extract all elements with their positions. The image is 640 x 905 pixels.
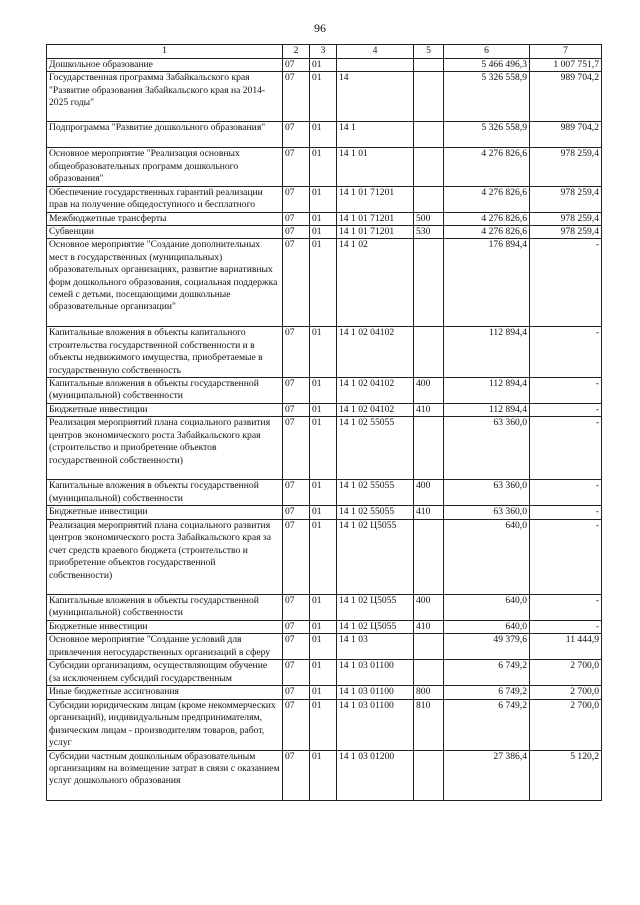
row-subsection-cell: 01 — [310, 239, 337, 327]
row-name-cell: Бюджетные инвестиции — [47, 506, 283, 519]
row-amount-federal-cell: 989 704,2 — [530, 122, 602, 148]
row-target-article-cell: 14 1 02 — [337, 239, 414, 327]
row-amount-total-cell: 640,0 — [444, 519, 530, 594]
row-target-article-cell: 14 1 03 01100 — [337, 660, 414, 686]
row-target-article-cell: 14 — [337, 72, 414, 122]
row-name-cell: Основное мероприятие "Реализация основных общеобразовательных программ дошкольного образования" — [47, 148, 283, 186]
row-amount-federal-cell: - — [530, 404, 602, 417]
table-row — [47, 620, 602, 633]
row-expense-type-cell: 410 — [414, 506, 444, 519]
col-header-amount-federal: 7 — [530, 45, 602, 59]
row-amount-total-cell: 4 276 826,6 — [444, 226, 530, 239]
row-name-cell: Субсидии частным дошкольным образовательным организациям на возмещение затрат в связи с оказанием услуг дошкольного образования — [47, 750, 283, 800]
row-subsection-cell: 01 — [310, 519, 337, 594]
row-section-cell: 07 — [283, 506, 310, 519]
row-expense-type-cell — [414, 660, 444, 686]
row-section-cell: 07 — [283, 186, 310, 212]
row-amount-total-cell: 6 749,2 — [444, 685, 530, 699]
row-amount-federal-cell: - — [530, 594, 602, 620]
row-amount-federal-cell: - — [530, 417, 602, 480]
row-target-article-cell: 14 1 02 04102 — [337, 327, 414, 378]
row-expense-type-cell — [414, 59, 444, 72]
row-section-cell: 07 — [283, 685, 310, 699]
row-section-cell: 07 — [283, 404, 310, 417]
row-target-article-cell: 14 1 02 04102 — [337, 404, 414, 417]
row-section-cell: 07 — [283, 212, 310, 225]
row-expense-type-cell: 800 — [414, 685, 444, 699]
row-name-cell: Межбюджетные трансферты — [47, 212, 283, 225]
header-row — [47, 45, 602, 59]
row-amount-total-cell: 640,0 — [444, 620, 530, 633]
row-name-cell: Основное мероприятие "Создание дополнительных мест в государственных (муниципальных) образовательных организациях, развитие вариативных форм дошкольного образования, социальная поддержка семей с детьми, посещающими дошкольные образовательные организации" — [47, 239, 283, 327]
row-target-article-cell: 14 1 01 71201 — [337, 212, 414, 225]
row-section-cell: 07 — [283, 148, 310, 186]
table-row — [47, 72, 602, 122]
row-name-cell: Реализация мероприятий плана социального развития центров экономического роста Забайкальского края за счет средств краевого бюджета (строительство и приобретение объектов государственной собственности) — [47, 519, 283, 594]
row-amount-total-cell: 6 749,2 — [444, 660, 530, 686]
row-section-cell: 07 — [283, 378, 310, 404]
row-target-article-cell: 14 1 03 01200 — [337, 750, 414, 800]
row-section-cell: 07 — [283, 594, 310, 620]
table-row — [47, 59, 602, 72]
row-amount-total-cell: 4 276 826,6 — [444, 148, 530, 186]
row-subsection-cell: 01 — [310, 226, 337, 239]
row-amount-federal-cell: 989 704,2 — [530, 72, 602, 122]
row-expense-type-cell — [414, 186, 444, 212]
table-row — [47, 660, 602, 686]
col-header-expense-type: 5 — [414, 45, 444, 59]
row-expense-type-cell — [414, 72, 444, 122]
row-amount-total-cell: 63 360,0 — [444, 417, 530, 480]
col-header-subsection: 3 — [310, 45, 337, 59]
row-amount-total-cell: 63 360,0 — [444, 506, 530, 519]
row-expense-type-cell — [414, 148, 444, 186]
row-amount-federal-cell: 1 007 751,7 — [530, 59, 602, 72]
row-expense-type-cell — [414, 519, 444, 594]
row-amount-federal-cell: 978 259,4 — [530, 226, 602, 239]
table-row — [47, 327, 602, 378]
row-subsection-cell: 01 — [310, 685, 337, 699]
row-name-cell: Иные бюджетные ассигнования — [47, 685, 283, 699]
row-amount-federal-cell: 978 259,4 — [530, 212, 602, 225]
table-row — [47, 750, 602, 800]
row-amount-total-cell: 49 379,6 — [444, 634, 530, 660]
row-amount-federal-cell: - — [530, 327, 602, 378]
row-name-cell: Капитальные вложения в объекты капитального строительства государственной собственности и в объекты недвижимого имущества, приобретаемые в государственную собственность — [47, 327, 283, 378]
budget-table — [46, 44, 602, 801]
row-amount-federal-cell: 2 700,0 — [530, 685, 602, 699]
row-expense-type-cell — [414, 417, 444, 480]
row-target-article-cell: 14 1 03 01100 — [337, 699, 414, 750]
table-row — [47, 480, 602, 506]
row-section-cell: 07 — [283, 634, 310, 660]
row-subsection-cell: 01 — [310, 186, 337, 212]
row-amount-total-cell: 4 276 826,6 — [444, 186, 530, 212]
row-amount-total-cell: 5 326 558,9 — [444, 72, 530, 122]
table-row — [47, 212, 602, 225]
table-row — [47, 186, 602, 212]
row-name-cell: Капитальные вложения в объекты государственной (муниципальной) собственности — [47, 480, 283, 506]
row-name-cell: Основное мероприятие "Создание условий для привлечения негосударственных организаций в сферу — [47, 634, 283, 660]
row-name-cell: Капитальные вложения в объекты государственной (муниципальной) собственности — [47, 378, 283, 404]
row-expense-type-cell: 400 — [414, 594, 444, 620]
row-expense-type-cell — [414, 239, 444, 327]
row-name-cell: Субсидии организациям, осуществляющим обучение (за исключением субсидий государственным — [47, 660, 283, 686]
row-target-article-cell: 14 1 03 01100 — [337, 685, 414, 699]
row-name-cell: Субвенции — [47, 226, 283, 239]
table-row — [47, 506, 602, 519]
row-amount-federal-cell: 2 700,0 — [530, 660, 602, 686]
row-target-article-cell — [337, 59, 414, 72]
row-target-article-cell: 14 1 01 — [337, 148, 414, 186]
row-amount-federal-cell: 978 259,4 — [530, 148, 602, 186]
row-target-article-cell: 14 1 02 55055 — [337, 417, 414, 480]
row-subsection-cell: 01 — [310, 480, 337, 506]
row-subsection-cell: 01 — [310, 378, 337, 404]
row-target-article-cell: 14 1 02 55055 — [337, 506, 414, 519]
row-target-article-cell: 14 1 02 Ц5055 — [337, 519, 414, 594]
row-section-cell: 07 — [283, 239, 310, 327]
table-row — [47, 519, 602, 594]
row-amount-total-cell: 112 894,4 — [444, 378, 530, 404]
row-amount-total-cell: 5 466 496,3 — [444, 59, 530, 72]
row-amount-federal-cell: - — [530, 480, 602, 506]
row-section-cell: 07 — [283, 59, 310, 72]
row-name-cell: Бюджетные инвестиции — [47, 620, 283, 633]
row-section-cell: 07 — [283, 226, 310, 239]
row-expense-type-cell: 400 — [414, 378, 444, 404]
row-amount-federal-cell: - — [530, 519, 602, 594]
row-expense-type-cell — [414, 122, 444, 148]
col-header-name: 1 — [47, 45, 283, 59]
row-name-cell: Дошкольное образование — [47, 59, 283, 72]
table-row — [47, 148, 602, 186]
col-header-section: 2 — [283, 45, 310, 59]
row-section-cell: 07 — [283, 699, 310, 750]
row-amount-federal-cell: 5 120,2 — [530, 750, 602, 800]
row-amount-federal-cell: - — [530, 506, 602, 519]
table-row — [47, 226, 602, 239]
row-section-cell: 07 — [283, 122, 310, 148]
row-amount-total-cell: 640,0 — [444, 594, 530, 620]
row-amount-total-cell: 6 749,2 — [444, 699, 530, 750]
row-subsection-cell: 01 — [310, 122, 337, 148]
row-section-cell: 07 — [283, 750, 310, 800]
row-amount-federal-cell: - — [530, 620, 602, 633]
row-subsection-cell: 01 — [310, 699, 337, 750]
table-row — [47, 634, 602, 660]
table-row — [47, 239, 602, 327]
row-subsection-cell: 01 — [310, 327, 337, 378]
row-name-cell: Бюджетные инвестиции — [47, 404, 283, 417]
row-subsection-cell: 01 — [310, 212, 337, 225]
row-amount-federal-cell: - — [530, 239, 602, 327]
row-subsection-cell: 01 — [310, 620, 337, 633]
row-expense-type-cell: 500 — [414, 212, 444, 225]
row-subsection-cell: 01 — [310, 404, 337, 417]
row-amount-total-cell: 4 276 826,6 — [444, 212, 530, 225]
row-expense-type-cell — [414, 327, 444, 378]
row-name-cell: Подпрограмма "Развитие дошкольного образования" — [47, 122, 283, 148]
row-subsection-cell: 01 — [310, 59, 337, 72]
row-name-cell: Капитальные вложения в объекты государственной (муниципальной) собственности — [47, 594, 283, 620]
row-expense-type-cell: 410 — [414, 620, 444, 633]
table-row — [47, 417, 602, 480]
row-subsection-cell: 01 — [310, 506, 337, 519]
row-target-article-cell: 14 1 01 71201 — [337, 186, 414, 212]
row-expense-type-cell: 530 — [414, 226, 444, 239]
row-target-article-cell: 14 1 — [337, 122, 414, 148]
row-target-article-cell: 14 1 01 71201 — [337, 226, 414, 239]
row-section-cell: 07 — [283, 660, 310, 686]
row-section-cell: 07 — [283, 480, 310, 506]
table-row — [47, 122, 602, 148]
page-number: 96 — [314, 21, 326, 35]
row-expense-type-cell: 810 — [414, 699, 444, 750]
row-expense-type-cell: 400 — [414, 480, 444, 506]
row-amount-federal-cell: 11 444,9 — [530, 634, 602, 660]
row-target-article-cell: 14 1 02 Ц5055 — [337, 620, 414, 633]
row-subsection-cell: 01 — [310, 72, 337, 122]
row-section-cell: 07 — [283, 519, 310, 594]
row-section-cell: 07 — [283, 72, 310, 122]
row-name-cell: Реализация мероприятий плана социального развития центров экономического роста Забайкальского края (строительство и приобретение объектов государственной собственности) — [47, 417, 283, 480]
row-amount-federal-cell: - — [530, 378, 602, 404]
row-section-cell: 07 — [283, 327, 310, 378]
row-expense-type-cell — [414, 750, 444, 800]
row-target-article-cell: 14 1 03 — [337, 634, 414, 660]
row-amount-total-cell: 112 894,4 — [444, 327, 530, 378]
row-section-cell: 07 — [283, 620, 310, 633]
row-subsection-cell: 01 — [310, 634, 337, 660]
row-section-cell: 07 — [283, 417, 310, 480]
row-subsection-cell: 01 — [310, 148, 337, 186]
col-header-target-article: 4 — [337, 45, 414, 59]
row-amount-federal-cell: 2 700,0 — [530, 699, 602, 750]
row-amount-total-cell: 176 894,4 — [444, 239, 530, 327]
row-target-article-cell: 14 1 02 55055 — [337, 480, 414, 506]
row-amount-total-cell: 63 360,0 — [444, 480, 530, 506]
row-name-cell: Обеспечение государственных гарантий реализации прав на получение общедоступного и бесплатного — [47, 186, 283, 212]
row-subsection-cell: 01 — [310, 594, 337, 620]
table-row — [47, 685, 602, 699]
row-expense-type-cell: 410 — [414, 404, 444, 417]
table-row — [47, 594, 602, 620]
row-amount-total-cell: 5 326 558,9 — [444, 122, 530, 148]
row-subsection-cell: 01 — [310, 750, 337, 800]
row-amount-federal-cell: 978 259,4 — [530, 186, 602, 212]
row-subsection-cell: 01 — [310, 417, 337, 480]
table-row — [47, 404, 602, 417]
row-target-article-cell: 14 1 02 04102 — [337, 378, 414, 404]
table-row — [47, 378, 602, 404]
row-name-cell: Государственная программа Забайкальского края "Развитие образования Забайкальского края на 2014-2025 годы" — [47, 72, 283, 122]
row-amount-total-cell: 27 386,4 — [444, 750, 530, 800]
table-row — [47, 699, 602, 750]
row-name-cell: Субсидии юридическим лицам (кроме некоммерческих организаций), индивидуальным предпринимателям, физическим лицам - производителям товаров, работ, услуг — [47, 699, 283, 750]
row-expense-type-cell — [414, 634, 444, 660]
col-header-amount-total: 6 — [444, 45, 530, 59]
row-subsection-cell: 01 — [310, 660, 337, 686]
row-target-article-cell: 14 1 02 Ц5055 — [337, 594, 414, 620]
row-amount-total-cell: 112 894,4 — [444, 404, 530, 417]
